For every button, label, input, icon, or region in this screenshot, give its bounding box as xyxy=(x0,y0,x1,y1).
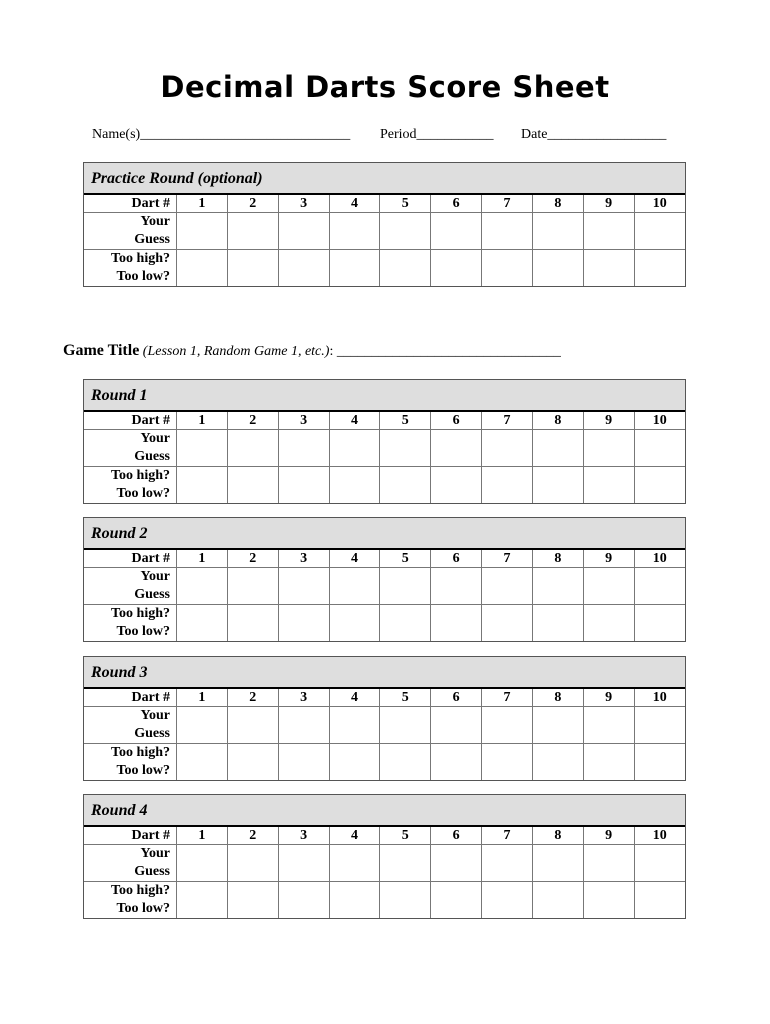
dart-number: 5 xyxy=(380,195,431,213)
guess-cell[interactable] xyxy=(380,213,431,250)
feedback-label xyxy=(84,467,177,504)
dart-number: 10 xyxy=(634,195,685,213)
dart-number: 8 xyxy=(532,689,583,707)
guess-label xyxy=(84,845,177,882)
guess-cell[interactable] xyxy=(278,568,329,605)
guess-row xyxy=(84,707,685,744)
dart-number: 4 xyxy=(329,550,380,568)
guess-row xyxy=(84,430,685,467)
guess-label xyxy=(84,707,177,744)
feedback-cell[interactable] xyxy=(227,467,278,504)
dart-number: 5 xyxy=(380,550,431,568)
guess-cell[interactable] xyxy=(227,430,278,467)
guess-cell[interactable] xyxy=(278,213,329,250)
guess-cell[interactable] xyxy=(482,213,533,250)
guess-cell[interactable] xyxy=(177,707,228,744)
feedback-cell[interactable] xyxy=(634,605,685,642)
dart-number: 10 xyxy=(634,827,685,845)
guess-cell[interactable] xyxy=(583,845,634,882)
guess-label xyxy=(84,568,177,605)
feedback-cell[interactable] xyxy=(532,467,583,504)
round-title: Round 1 xyxy=(84,380,685,412)
dart-number: 6 xyxy=(431,195,482,213)
feedback-row xyxy=(84,250,685,287)
game-title-line[interactable] xyxy=(63,342,561,360)
game-title-blank[interactable]: : ________________________________ xyxy=(329,344,561,359)
guess-cell[interactable] xyxy=(278,845,329,882)
feedback-label-line2: Too low? xyxy=(116,763,170,778)
guess-row xyxy=(84,568,685,605)
guess-cell[interactable] xyxy=(431,213,482,250)
guess-cell[interactable] xyxy=(380,430,431,467)
feedback-cell[interactable] xyxy=(278,605,329,642)
feedback-label-line2: Too low? xyxy=(116,269,170,284)
guess-label-line2: Guess xyxy=(134,449,170,464)
dart-number: 7 xyxy=(482,195,533,213)
guess-cell[interactable] xyxy=(431,568,482,605)
dart-number: 9 xyxy=(583,689,634,707)
guess-cell[interactable] xyxy=(583,213,634,250)
feedback-cell[interactable] xyxy=(482,467,533,504)
feedback-cell[interactable] xyxy=(482,744,533,781)
guess-cell[interactable] xyxy=(583,707,634,744)
guess-cell[interactable] xyxy=(532,568,583,605)
score-table xyxy=(84,550,685,641)
feedback-cell[interactable] xyxy=(329,250,380,287)
guess-cell[interactable] xyxy=(482,845,533,882)
feedback-cell[interactable] xyxy=(177,744,228,781)
feedback-cell[interactable] xyxy=(532,882,583,919)
guess-cell[interactable] xyxy=(634,430,685,467)
dart-number: 4 xyxy=(329,195,380,213)
guess-cell[interactable] xyxy=(177,213,228,250)
round-3 xyxy=(83,656,686,781)
round-2 xyxy=(83,517,686,642)
feedback-cell[interactable] xyxy=(380,882,431,919)
dart-number: 5 xyxy=(380,412,431,430)
guess-label-line1: Your xyxy=(140,708,170,723)
guess-cell[interactable] xyxy=(431,430,482,467)
feedback-cell[interactable] xyxy=(329,467,380,504)
guess-label xyxy=(84,430,177,467)
feedback-cell[interactable] xyxy=(177,467,228,504)
dart-number: 9 xyxy=(583,550,634,568)
guess-cell[interactable] xyxy=(329,568,380,605)
feedback-cell[interactable] xyxy=(532,605,583,642)
feedback-cell[interactable] xyxy=(278,250,329,287)
dart-number: 7 xyxy=(482,550,533,568)
guess-cell[interactable] xyxy=(329,845,380,882)
feedback-cell[interactable] xyxy=(482,882,533,919)
dart-number: 2 xyxy=(227,827,278,845)
feedback-cell[interactable] xyxy=(583,605,634,642)
dart-number: 7 xyxy=(482,412,533,430)
guess-label-line1: Your xyxy=(140,569,170,584)
round-title: Round 2 xyxy=(84,518,685,550)
feedback-cell[interactable] xyxy=(482,250,533,287)
names-field[interactable]: Name(s)______________________________ xyxy=(92,127,351,142)
dart-number: 2 xyxy=(227,195,278,213)
guess-cell[interactable] xyxy=(380,568,431,605)
dart-number: 5 xyxy=(380,827,431,845)
guess-cell[interactable] xyxy=(634,568,685,605)
dart-label: Dart # xyxy=(84,827,177,845)
feedback-cell[interactable] xyxy=(431,250,482,287)
feedback-cell[interactable] xyxy=(532,250,583,287)
dart-number: 1 xyxy=(177,550,228,568)
guess-cell[interactable] xyxy=(329,707,380,744)
guess-cell[interactable] xyxy=(482,707,533,744)
dart-number: 9 xyxy=(583,412,634,430)
dart-number: 1 xyxy=(177,195,228,213)
guess-label-line1: Your xyxy=(140,846,170,861)
feedback-cell[interactable] xyxy=(177,605,228,642)
round-title: Round 3 xyxy=(84,657,685,689)
round-title: Round 4 xyxy=(84,795,685,827)
feedback-cell[interactable] xyxy=(583,250,634,287)
dart-number: 4 xyxy=(329,689,380,707)
feedback-row xyxy=(84,744,685,781)
feedback-cell[interactable] xyxy=(227,250,278,287)
feedback-cell[interactable] xyxy=(431,882,482,919)
guess-cell[interactable] xyxy=(227,707,278,744)
feedback-label-line1: Too high? xyxy=(110,883,170,898)
dart-number: 9 xyxy=(583,195,634,213)
dart-number: 9 xyxy=(583,827,634,845)
dart-number: 4 xyxy=(329,827,380,845)
feedback-label-line1: Too high? xyxy=(110,251,170,266)
feedback-cell[interactable] xyxy=(380,605,431,642)
game-title-hint: (Lesson 1, Random Game 1, etc.) xyxy=(142,344,330,359)
dart-number: 8 xyxy=(532,550,583,568)
dart-number: 1 xyxy=(177,689,228,707)
dart-number: 7 xyxy=(482,827,533,845)
dart-label: Dart # xyxy=(84,550,177,568)
feedback-cell[interactable] xyxy=(634,744,685,781)
dart-number: 6 xyxy=(431,412,482,430)
guess-cell[interactable] xyxy=(583,430,634,467)
guess-cell[interactable] xyxy=(329,213,380,250)
dart-number: 10 xyxy=(634,689,685,707)
feedback-cell[interactable] xyxy=(380,744,431,781)
guess-cell[interactable] xyxy=(634,845,685,882)
dart-number-row xyxy=(84,550,685,568)
feedback-cell[interactable] xyxy=(634,882,685,919)
guess-cell[interactable] xyxy=(634,213,685,250)
feedback-cell[interactable] xyxy=(634,250,685,287)
dart-number: 4 xyxy=(329,412,380,430)
round-practice xyxy=(83,162,686,287)
feedback-cell[interactable] xyxy=(380,250,431,287)
dart-number: 3 xyxy=(278,195,329,213)
dart-number: 8 xyxy=(532,195,583,213)
dart-number: 7 xyxy=(482,689,533,707)
feedback-row xyxy=(84,467,685,504)
page-title: Decimal Darts Score Sheet xyxy=(160,70,610,104)
dart-number: 6 xyxy=(431,689,482,707)
feedback-cell[interactable] xyxy=(380,467,431,504)
feedback-cell[interactable] xyxy=(329,882,380,919)
score-table xyxy=(84,827,685,918)
round-4 xyxy=(83,794,686,919)
feedback-cell[interactable] xyxy=(227,605,278,642)
feedback-label-line1: Too high? xyxy=(110,745,170,760)
guess-cell[interactable] xyxy=(177,568,228,605)
guess-cell[interactable] xyxy=(278,707,329,744)
guess-row xyxy=(84,213,685,250)
feedback-label xyxy=(84,605,177,642)
feedback-cell[interactable] xyxy=(583,744,634,781)
feedback-cell[interactable] xyxy=(177,250,228,287)
guess-cell[interactable] xyxy=(583,568,634,605)
dart-number: 3 xyxy=(278,412,329,430)
guess-cell[interactable] xyxy=(227,568,278,605)
feedback-label-line1: Too high? xyxy=(110,606,170,621)
dart-number: 6 xyxy=(431,827,482,845)
guess-label-line2: Guess xyxy=(134,587,170,602)
guess-cell[interactable] xyxy=(177,430,228,467)
feedback-cell[interactable] xyxy=(278,882,329,919)
feedback-label-line2: Too low? xyxy=(116,901,170,916)
dart-number-row xyxy=(84,195,685,213)
guess-cell[interactable] xyxy=(227,845,278,882)
score-table xyxy=(84,689,685,780)
feedback-cell[interactable] xyxy=(634,467,685,504)
feedback-label xyxy=(84,744,177,781)
dart-number-row xyxy=(84,827,685,845)
guess-label-line2: Guess xyxy=(134,232,170,247)
dart-number: 8 xyxy=(532,827,583,845)
dart-number: 2 xyxy=(227,550,278,568)
guess-cell[interactable] xyxy=(380,845,431,882)
guess-label xyxy=(84,213,177,250)
guess-cell[interactable] xyxy=(532,213,583,250)
guess-cell[interactable] xyxy=(482,430,533,467)
score-table xyxy=(84,195,685,286)
game-title-label: Game Title xyxy=(63,342,140,359)
feedback-cell[interactable] xyxy=(278,744,329,781)
guess-cell[interactable] xyxy=(177,845,228,882)
feedback-label xyxy=(84,882,177,919)
dart-number: 10 xyxy=(634,412,685,430)
feedback-label-line2: Too low? xyxy=(116,624,170,639)
feedback-cell[interactable] xyxy=(329,744,380,781)
feedback-cell[interactable] xyxy=(583,467,634,504)
round-1 xyxy=(83,379,686,504)
feedback-cell[interactable] xyxy=(431,467,482,504)
dart-number: 2 xyxy=(227,412,278,430)
round-title: Practice Round (optional) xyxy=(84,163,685,195)
dart-number: 1 xyxy=(177,412,228,430)
score-table xyxy=(84,412,685,503)
dart-label: Dart # xyxy=(84,689,177,707)
dart-number-row xyxy=(84,412,685,430)
dart-number: 3 xyxy=(278,550,329,568)
feedback-cell[interactable] xyxy=(177,882,228,919)
dart-number: 8 xyxy=(532,412,583,430)
dart-number: 1 xyxy=(177,827,228,845)
guess-cell[interactable] xyxy=(278,430,329,467)
feedback-cell[interactable] xyxy=(431,605,482,642)
guess-label-line1: Your xyxy=(140,431,170,446)
feedback-cell[interactable] xyxy=(532,744,583,781)
feedback-row xyxy=(84,882,685,919)
feedback-cell[interactable] xyxy=(329,605,380,642)
feedback-cell[interactable] xyxy=(227,882,278,919)
feedback-row xyxy=(84,605,685,642)
feedback-label-line2: Too low? xyxy=(116,486,170,501)
guess-cell[interactable] xyxy=(431,845,482,882)
feedback-cell[interactable] xyxy=(227,744,278,781)
dart-number: 2 xyxy=(227,689,278,707)
feedback-cell[interactable] xyxy=(431,744,482,781)
dart-number: 10 xyxy=(634,550,685,568)
feedback-cell[interactable] xyxy=(482,605,533,642)
guess-cell[interactable] xyxy=(329,430,380,467)
dart-label: Dart # xyxy=(84,195,177,213)
guess-cell[interactable] xyxy=(482,568,533,605)
guess-cell[interactable] xyxy=(380,707,431,744)
period-field[interactable]: Period___________ xyxy=(380,127,494,142)
guess-label-line2: Guess xyxy=(134,726,170,741)
dart-label: Dart # xyxy=(84,412,177,430)
feedback-label xyxy=(84,250,177,287)
guess-label-line1: Your xyxy=(140,214,170,229)
guess-label-line2: Guess xyxy=(134,864,170,879)
dart-number: 3 xyxy=(278,689,329,707)
guess-cell[interactable] xyxy=(634,707,685,744)
guess-cell[interactable] xyxy=(532,430,583,467)
guess-cell[interactable] xyxy=(431,707,482,744)
guess-cell[interactable] xyxy=(532,845,583,882)
feedback-cell[interactable] xyxy=(583,882,634,919)
guess-cell[interactable] xyxy=(227,213,278,250)
dart-number: 6 xyxy=(431,550,482,568)
guess-row xyxy=(84,845,685,882)
date-field[interactable]: Date_________________ xyxy=(521,127,667,142)
dart-number-row xyxy=(84,689,685,707)
feedback-label-line1: Too high? xyxy=(110,468,170,483)
dart-number: 3 xyxy=(278,827,329,845)
feedback-cell[interactable] xyxy=(278,467,329,504)
dart-number: 5 xyxy=(380,689,431,707)
guess-cell[interactable] xyxy=(532,707,583,744)
